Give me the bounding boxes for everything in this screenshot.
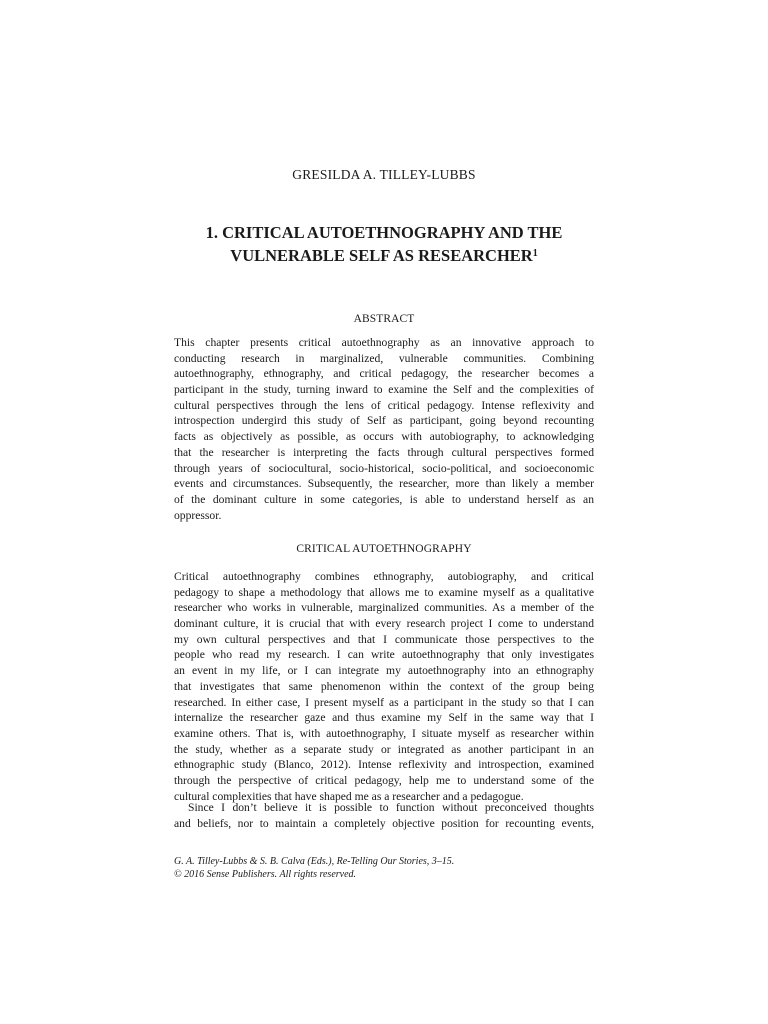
text-line: researcher who works in vulnerable, marginalized communities. As a member of the [174, 601, 594, 615]
text-line: internalize the researcher gaze and thus examine my Self in the same way that I [174, 711, 594, 725]
chapter-title-line-1: 1. CRITICAL AUTOETHNOGRAPHY AND THE [205, 223, 563, 242]
chapter-title-line-2-text: VULNERABLE SELF AS RESEARCHER [230, 246, 533, 265]
text-line: pedagogy to shape a methodology that allows me to examine myself as a qualitative [174, 585, 594, 599]
text-line: that the researcher is interpreting the facts through cultural perspectives formed [174, 445, 594, 459]
text-line: introspection undergird this study of Self as participant, going beyond recounting [174, 414, 594, 428]
body-paragraph-2 [174, 800, 594, 831]
text-line: people who read my research. I can write autoethnography that only investigates [174, 648, 594, 662]
text-line: my own cultural perspectives and that I communicate those perspectives to the [174, 632, 594, 646]
text-line: oppressor. [174, 508, 222, 522]
text-line: conducting research in marginalized, vulnerable communities. Combining [174, 351, 594, 365]
footnote-marker[interactable]: 1 [532, 248, 538, 259]
text-line: ethnographic study (Blanco, 2012). Intense reflexivity and introspection, examined [174, 758, 594, 772]
chapter-title-line-2 [150, 243, 618, 266]
body-paragraph-1 [174, 569, 594, 804]
text-line: through the perspective of critical pedagogy, help me to understand some of the [174, 773, 594, 787]
text-line: the study, whether as a separate study or integrated as another participant in an [174, 742, 594, 756]
chapter-title [150, 222, 618, 266]
text-line: of the dominant culture in some categories, is able to understand herself as an [174, 492, 594, 506]
author-name: GRESILDA A. TILLEY-LUBBS [292, 167, 476, 182]
text-line: Critical autoethnography combines ethnography, autobiography, and critical [174, 570, 594, 583]
text-line: events and circumstances. Subsequently, the researcher, more than likely a member [174, 477, 594, 491]
text-line: facts as objectively as possible, as occurs with autobiography, to acknowledging [174, 430, 594, 444]
citation-line: G. A. Tilley-Lubbs & S. B. Calva (Eds.), Re-Telling Our Stories, 3–15. [174, 856, 455, 867]
critical-autoethnography-heading: CRITICAL AUTOETHNOGRAPHY [296, 543, 472, 555]
text-line: an event in my life, or I can integrate my autoethnography into an ethnography [174, 664, 594, 678]
copyright-line: © 2016 Sense Publishers. All rights reserved. [174, 869, 357, 880]
text-line: through years of sociocultural, socio-historical, socio-political, and socioeconomic [174, 461, 594, 475]
abstract-paragraph [174, 335, 594, 523]
page-footer [174, 855, 594, 881]
text-line: and beliefs, nor to maintain a completely objective position for recounting events, [174, 816, 594, 830]
text-line: researched. In either case, I present myself as a participant in the study so that I can [174, 695, 594, 709]
text-line: Since I don’t believe it is possible to function without preconceived thoughts [188, 801, 594, 814]
text-line: cultural perspectives through the lens of critical pedagogy. Intense reflexivity and [174, 398, 594, 412]
text-line: examine others. That is, with autoethnography, I situate myself as researcher within [174, 726, 594, 740]
text-line: dominant culture, it is crucial that with every research project I come to understand [174, 617, 594, 631]
text-line: participant in the study, turning inward to examine the Self and the complexities of [174, 383, 594, 397]
text-line: that investigates that same phenomenon within the context of the group being [174, 679, 594, 693]
text-line: autoethnography, ethnography, and critical pedagogy, the researcher becomes a [174, 367, 594, 381]
text-line: This chapter presents critical autoethnography as an innovative approach to [174, 336, 594, 349]
text-line: cultural complexities that have shaped me as a researcher and a pedagogue. [174, 789, 524, 803]
abstract-heading: ABSTRACT [353, 313, 415, 325]
